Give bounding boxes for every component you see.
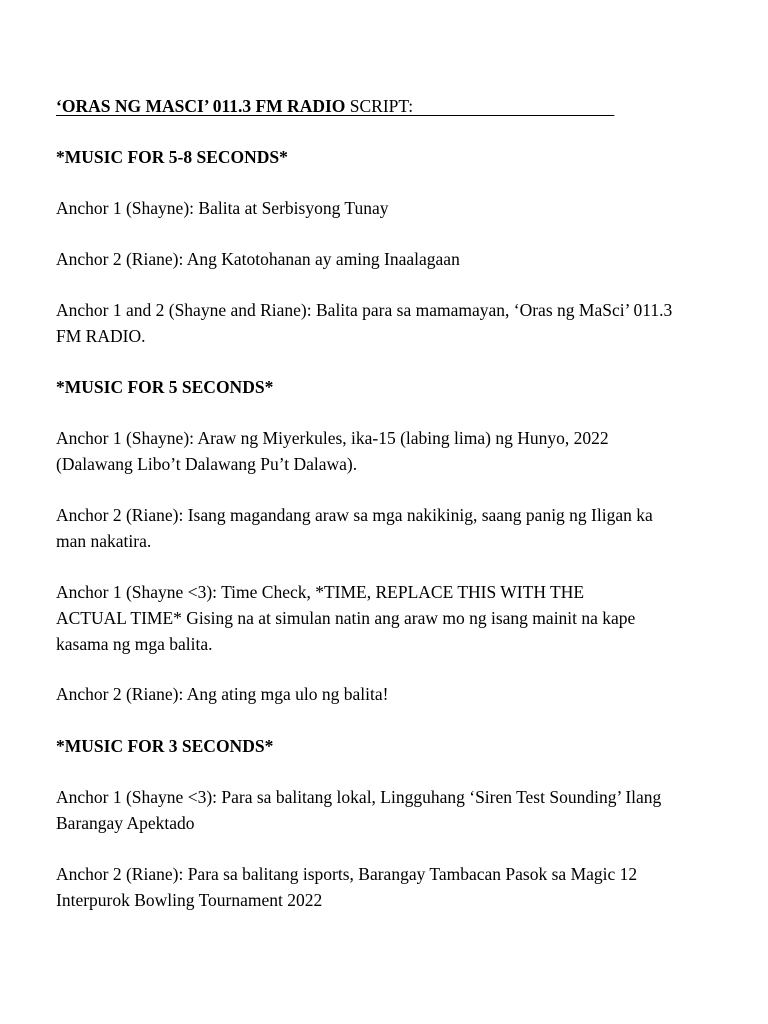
music-cue: *MUSIC FOR 5-8 SECONDS* [56, 147, 288, 167]
line-text: Balita para sa mamamayan, ‘Oras ng MaSci’ 011.3 FM RADIO. [56, 300, 673, 346]
line-text: Ang ating mga ulo ng balita! [183, 684, 389, 704]
script-line [56, 784, 676, 836]
title-script-label: SCRIPT: [345, 96, 414, 116]
speaker-label: Anchor 1 (Shayne <3): [56, 787, 218, 807]
script-line [56, 195, 696, 221]
title-station: ‘ORAS NG MASCI’ 011.3 FM RADIO [56, 96, 346, 116]
script-line [56, 579, 656, 657]
line-text: Ang Katotohanan ay aming Inaalagaan [183, 249, 460, 269]
line-text: Time Check, *TIME, REPLACE THIS WITH THE ACTUAL TIME* Gising na at simulan natin ang araw mo ng isang mainit na kape kasama ng mga balita. [56, 582, 636, 654]
speaker-label: Anchor 1 (Shayne): [56, 428, 195, 448]
music-cue: *MUSIC FOR 5 SECONDS* [56, 377, 274, 397]
speaker-label: Anchor 1 (Shayne <3): [56, 582, 218, 602]
music-cue: *MUSIC FOR 3 SECONDS* [56, 736, 274, 756]
script-line [56, 681, 696, 707]
script-line [56, 502, 686, 554]
speaker-label: Anchor 2 (Riane): [56, 249, 184, 269]
line-text: Para sa balitang isports, Barangay Tambacan Pasok sa Magic 12 Interpurok Bowling Tournament 2022 [56, 864, 638, 910]
script-line [56, 246, 696, 272]
speaker-label: Anchor 2 (Riane): [56, 864, 184, 884]
script-line [56, 861, 668, 913]
script-title [56, 93, 670, 119]
line-text: Isang magandang araw sa mga nakikinig, saang panig ng Iligan ka man nakatira. [56, 505, 653, 551]
speaker-label: Anchor 2 (Riane): [56, 684, 184, 704]
script-line [56, 425, 676, 477]
line-text: Balita at Serbisyong Tunay [194, 198, 389, 218]
script-line [56, 297, 686, 349]
speaker-label: Anchor 1 (Shayne): [56, 198, 195, 218]
title-blank-line [413, 96, 614, 116]
speaker-label: Anchor 1 and 2 (Shayne and Riane): [56, 300, 312, 320]
line-text: Araw ng Miyerkules, ika-15 (labing lima) ng Hunyo, 2022 (Dalawang Libo’t Dalawang Pu’t Dalawa). [56, 428, 609, 474]
line-text: Para sa balitang lokal, Lingguhang ‘Siren Test Sounding’ Ilang Barangay Apektado [56, 787, 662, 833]
speaker-label: Anchor 2 (Riane): [56, 505, 184, 525]
